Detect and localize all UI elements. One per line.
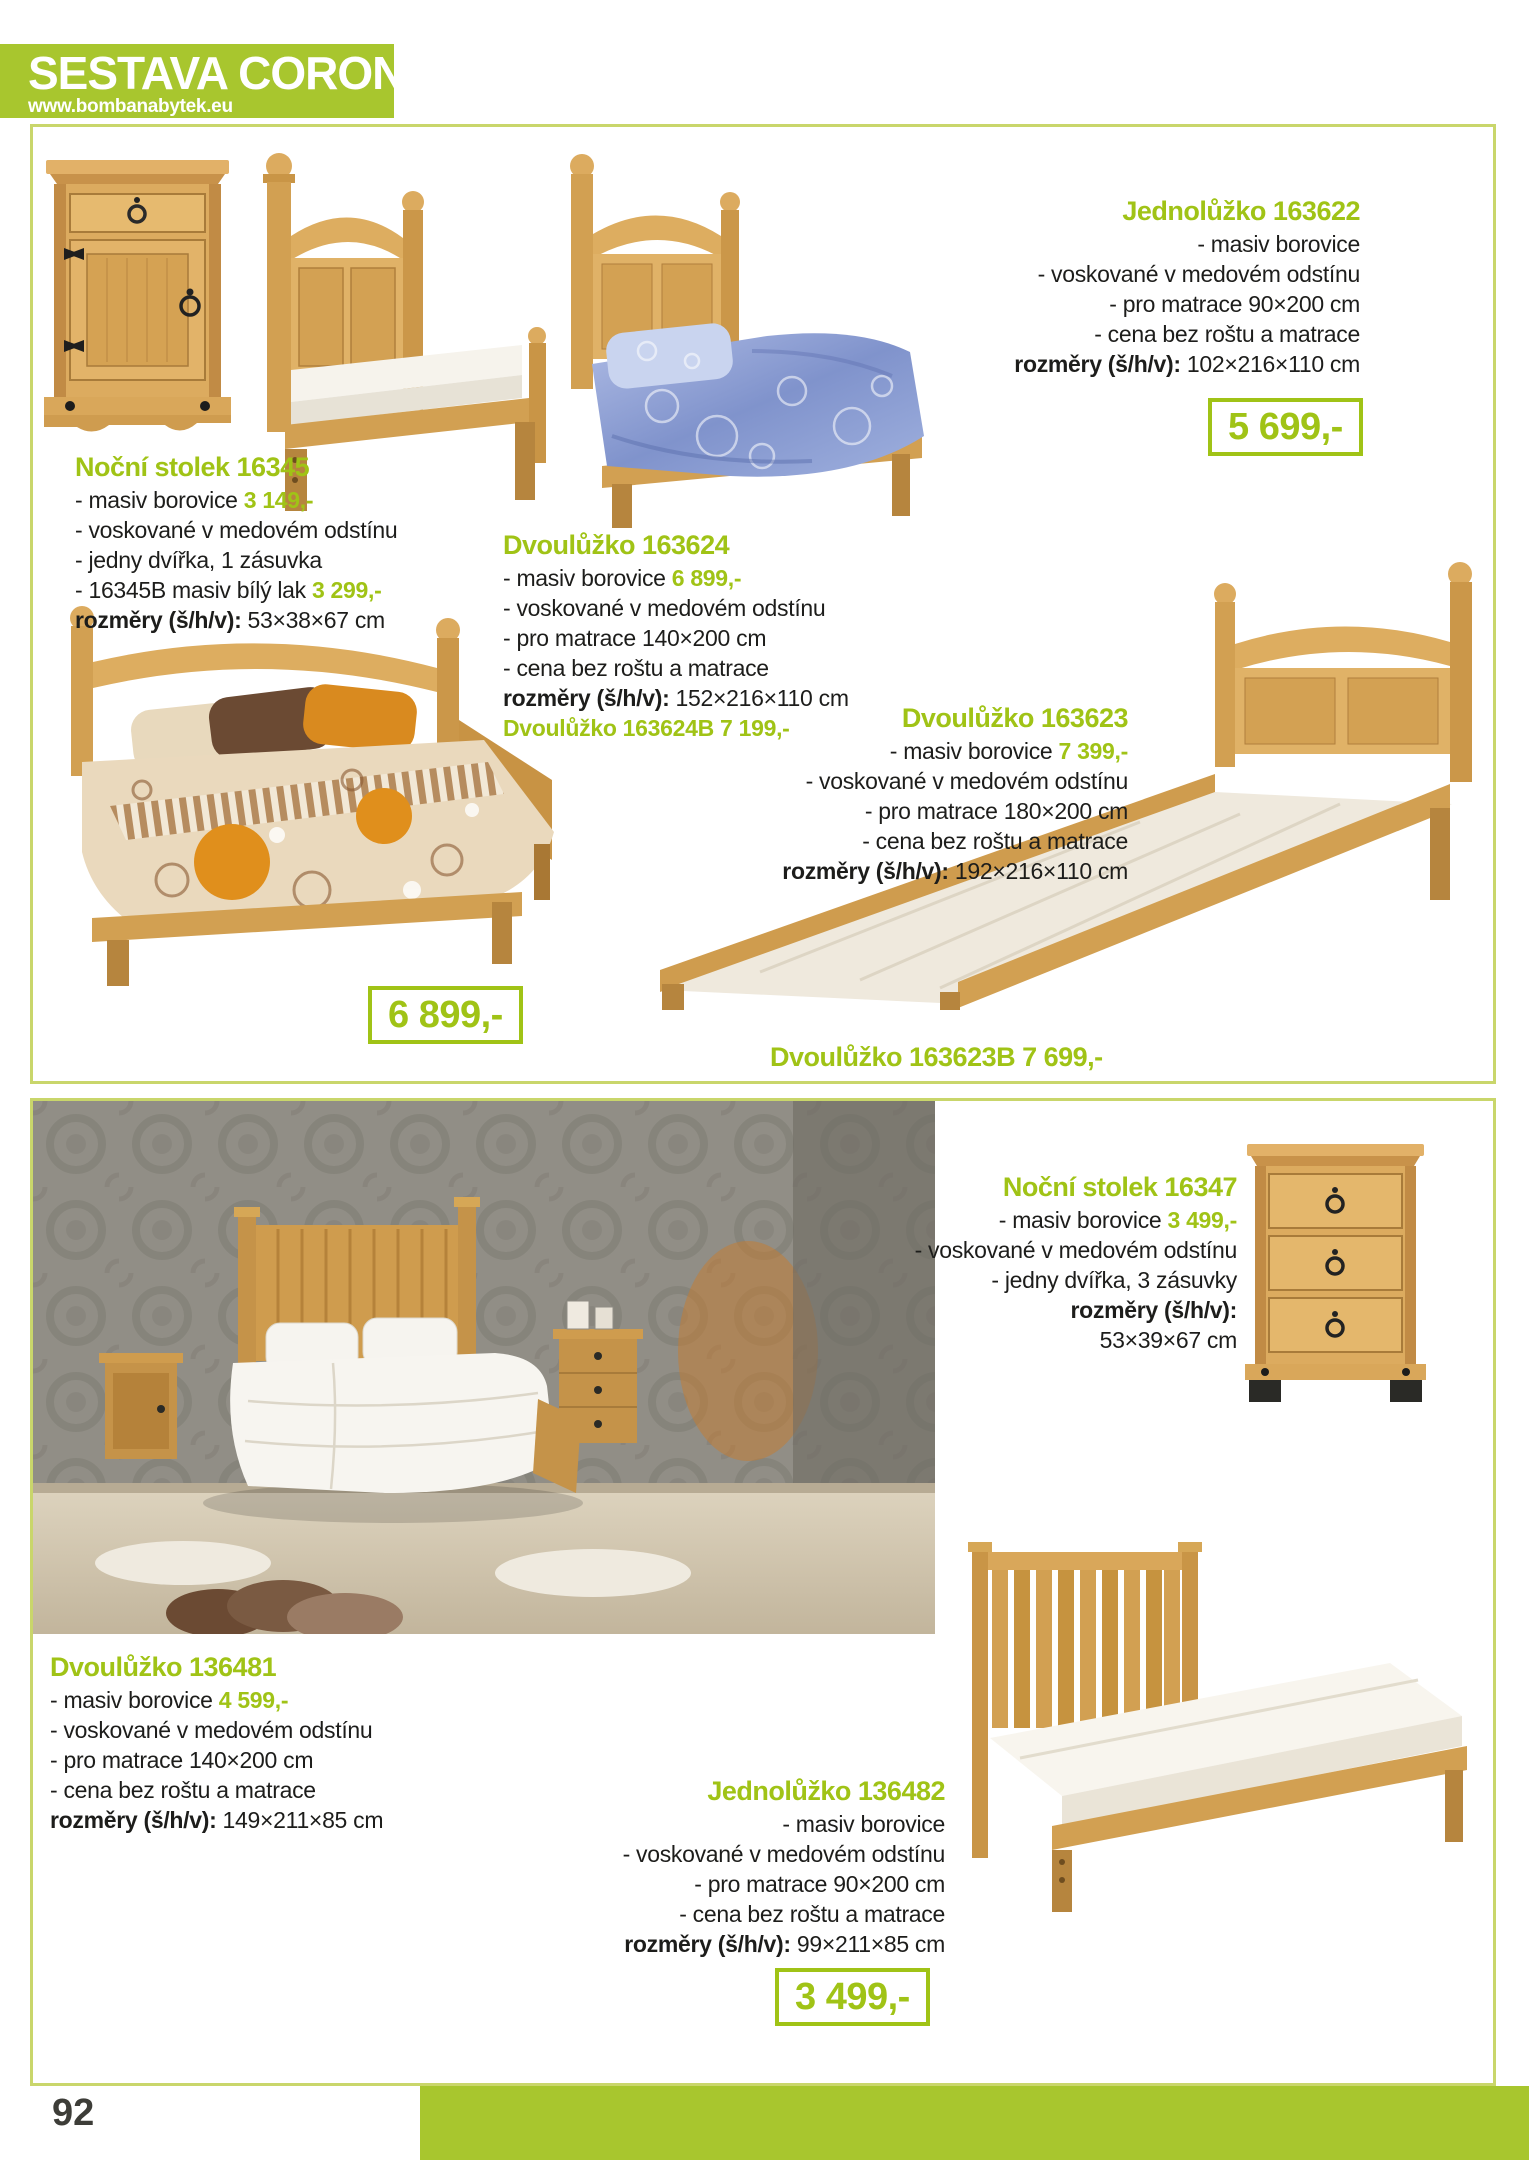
price-tag-163624: 6 899,- bbox=[368, 986, 523, 1044]
spec-line bbox=[545, 1839, 945, 1869]
catalog-title: SESTAVA CORONA bbox=[28, 47, 437, 99]
spec-line bbox=[503, 563, 849, 593]
spec-text: - masiv borovice bbox=[1197, 231, 1360, 257]
spec-line bbox=[75, 515, 397, 545]
spec-text: - pro matrace 90×200 cm bbox=[1109, 291, 1360, 317]
spec-price: Dvoulůžko 163624B 7 199,- bbox=[503, 715, 790, 741]
spec-line bbox=[545, 1899, 945, 1929]
spec-line bbox=[797, 1265, 1237, 1295]
spec-text: - masiv borovice bbox=[889, 738, 1059, 764]
spec-text: - cena bez roštu a matrace bbox=[503, 655, 769, 681]
spec-text: - pro matrace 140×200 cm bbox=[50, 1747, 314, 1773]
product-specs bbox=[50, 1685, 383, 1835]
product-image-jednoluzko-136482 bbox=[950, 1528, 1495, 1968]
footer-bar bbox=[420, 2086, 1529, 2160]
spec-text: 152×216×110 cm bbox=[669, 685, 849, 711]
spec-text: - pro matrace 140×200 cm bbox=[503, 625, 767, 651]
product-block-dvouluzko-136481 bbox=[50, 1652, 383, 1835]
spec-price: 3 499,- bbox=[1167, 1207, 1237, 1233]
spec-price: 3 299,- bbox=[311, 577, 382, 603]
product-specs bbox=[797, 1205, 1237, 1355]
spec-text: rozměry (š/h/v): bbox=[1014, 351, 1181, 377]
product-title: Dvoulůžko 163623 bbox=[901, 703, 1128, 733]
spec-line bbox=[797, 1205, 1237, 1235]
spec-text: - masiv borovice bbox=[782, 1811, 945, 1837]
spec-text: - voskované v medovém odstínu bbox=[503, 595, 826, 621]
product-specs bbox=[860, 229, 1360, 379]
spec-text: rozměry (š/h/v): bbox=[782, 858, 949, 884]
product-specs bbox=[698, 736, 1128, 886]
spec-line bbox=[797, 1295, 1237, 1325]
spec-text: 102×216×110 cm bbox=[1180, 351, 1360, 377]
spec-text: - pro matrace 90×200 cm bbox=[694, 1871, 945, 1897]
spec-line bbox=[545, 1809, 945, 1839]
spec-text: - masiv borovice bbox=[75, 487, 244, 513]
spec-line bbox=[50, 1805, 383, 1835]
spec-text: - voskované v medovém odstínu bbox=[75, 517, 398, 543]
product-title: Dvoulůžko 136481 bbox=[50, 1652, 277, 1682]
spec-line bbox=[698, 736, 1128, 766]
spec-line bbox=[50, 1775, 383, 1805]
spec-line bbox=[503, 653, 849, 683]
spec-line bbox=[50, 1715, 383, 1745]
spec-line bbox=[545, 1869, 945, 1899]
price-tag-163622: 5 699,- bbox=[1208, 398, 1363, 456]
spec-line bbox=[50, 1685, 383, 1715]
spec-text: rozměry (š/h/v): bbox=[75, 607, 242, 633]
product-block-dvouluzko-163623 bbox=[698, 703, 1128, 886]
variant-note-163623b: Dvoulůžko 163623B 7 699,- bbox=[770, 1042, 1103, 1072]
spec-text: 53×38×67 cm bbox=[241, 607, 385, 633]
spec-line bbox=[698, 766, 1128, 796]
product-title: Jednolůžko 136482 bbox=[707, 1776, 945, 1806]
spec-line bbox=[860, 289, 1360, 319]
product-specs bbox=[545, 1809, 945, 1959]
spec-line bbox=[797, 1235, 1237, 1265]
spec-text: - jedny dvířka, 3 zásuvky bbox=[991, 1267, 1237, 1293]
spec-text: - voskované v medovém odstínu bbox=[914, 1237, 1237, 1263]
product-image-nocni-stolek-16345 bbox=[40, 142, 235, 452]
spec-line bbox=[860, 259, 1360, 289]
page-header bbox=[0, 44, 437, 118]
product-image-nocni-stolek-16347 bbox=[1243, 1130, 1428, 1410]
spec-line bbox=[698, 826, 1128, 856]
spec-price: 4 599,- bbox=[218, 1687, 289, 1713]
spec-line bbox=[75, 575, 397, 605]
spec-text: - masiv borovice bbox=[50, 1687, 219, 1713]
spec-text: rozměry (š/h/v): bbox=[503, 685, 670, 711]
spec-line bbox=[698, 856, 1128, 886]
spec-text: 53×39×67 cm bbox=[1099, 1327, 1237, 1353]
spec-text: - cena bez roštu a matrace bbox=[679, 1901, 945, 1927]
spec-line bbox=[860, 349, 1360, 379]
product-block-nocni-stolek-16345 bbox=[75, 452, 397, 635]
spec-line bbox=[75, 545, 397, 575]
spec-text: rozměry (š/h/v): bbox=[1070, 1297, 1237, 1323]
spec-line bbox=[698, 796, 1128, 826]
spec-line bbox=[503, 623, 849, 653]
spec-text: - masiv borovice bbox=[503, 565, 672, 591]
product-title: Dvoulůžko 163624 bbox=[503, 530, 730, 560]
spec-text: - voskované v medovém odstínu bbox=[622, 1841, 945, 1867]
spec-text: 99×211×85 cm bbox=[790, 1931, 945, 1957]
product-block-jednoluzko-163622 bbox=[860, 196, 1360, 379]
spec-text: 192×216×110 cm bbox=[948, 858, 1128, 884]
product-title: Noční stolek 16347 bbox=[1002, 1172, 1237, 1202]
price-tag-136482: 3 499,- bbox=[775, 1968, 930, 2026]
spec-text: - cena bez roštu a matrace bbox=[862, 828, 1128, 854]
spec-text: - pro matrace 180×200 cm bbox=[864, 798, 1128, 824]
spec-price: 7 399,- bbox=[1058, 738, 1128, 764]
spec-text: - voskované v medovém odstínu bbox=[1037, 261, 1360, 287]
spec-price: 3 149,- bbox=[243, 487, 314, 513]
spec-price: 6 899,- bbox=[671, 565, 742, 591]
product-image-dvouluzko-163624 bbox=[52, 600, 570, 992]
spec-text: rozměry (š/h/v): bbox=[624, 1931, 791, 1957]
spec-line bbox=[860, 229, 1360, 259]
spec-text: 149×211×85 cm bbox=[216, 1807, 384, 1833]
product-title: Jednolůžko 163622 bbox=[1122, 196, 1360, 226]
spec-text: rozměry (š/h/v): bbox=[50, 1807, 217, 1833]
product-title: Noční stolek 16345 bbox=[75, 452, 310, 482]
website-url[interactable]: www.bombanabytek.eu bbox=[28, 96, 233, 117]
spec-line bbox=[797, 1325, 1237, 1355]
spec-text: - masiv borovice bbox=[998, 1207, 1168, 1233]
spec-line bbox=[503, 593, 849, 623]
product-block-nocni-stolek-16347 bbox=[797, 1172, 1237, 1355]
product-specs bbox=[75, 485, 397, 635]
spec-text: - jedny dvířka, 1 zásuvka bbox=[75, 547, 322, 573]
spec-line bbox=[50, 1745, 383, 1775]
spec-line bbox=[75, 605, 397, 635]
spec-line bbox=[545, 1929, 945, 1959]
spec-text: - 16345B masiv bílý lak bbox=[75, 577, 312, 603]
page-number: 92 bbox=[52, 2092, 95, 2134]
spec-text: - cena bez roštu a matrace bbox=[1094, 321, 1360, 347]
spec-text: - cena bez roštu a matrace bbox=[50, 1777, 316, 1803]
spec-line bbox=[860, 319, 1360, 349]
spec-text: - voskované v medovém odstínu bbox=[50, 1717, 373, 1743]
spec-line bbox=[75, 485, 397, 515]
spec-text: - voskované v medovém odstínu bbox=[805, 768, 1128, 794]
product-block-jednoluzko-136482 bbox=[545, 1776, 945, 1959]
